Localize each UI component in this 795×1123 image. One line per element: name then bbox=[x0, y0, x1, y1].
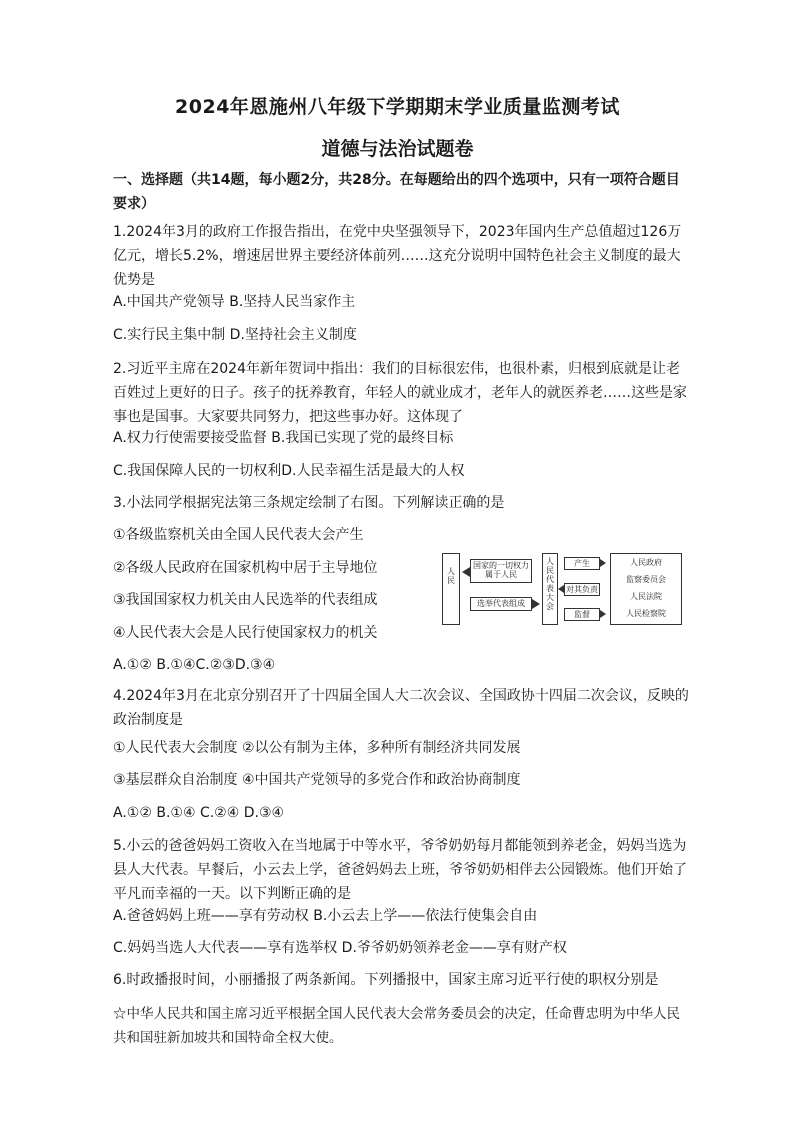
question-3-options: A.①② B.①④C.②③D.③④ bbox=[113, 657, 276, 673]
people-label: 人民 bbox=[447, 567, 455, 585]
exam-title: 2024年恩施州八年级下学期期末学业质量监测考试 bbox=[175, 96, 620, 118]
question-3-stem: 3.小法同学根据宪法第三条规定绘制了右图。下列解读正确的是 bbox=[113, 495, 505, 511]
question-2-options-ab: A.权力行使需要接受监督 B.我国已实现了党的最终目标 bbox=[113, 430, 454, 446]
bottom-arrow-label: 选举代表组成 bbox=[477, 599, 525, 608]
people-box bbox=[442, 553, 460, 625]
supervise-label: 监督 bbox=[574, 610, 590, 619]
question-4-options: A.①② B.①④ C.②④ D.③④ bbox=[113, 805, 285, 821]
question-5-stem: 5.小云的爸爸妈妈工资收入在当地属于中等水平，爷爷奶奶每月都能领到养老金，妈妈当选为县人大代表。早餐后，小云去上学，爸爸妈妈去上班，爷爷奶奶相伴去公园锻炼。他们开始了平凡而幸福的一天。以下判断正确的是 bbox=[113, 838, 687, 902]
question-1-stem: 1.2024年3月的政府工作报告指出，在党中央坚强领导下，2023年国内生产总值超过126万亿元，增长5.2%，增速居世界主要经济体前列……这充分说明中国特色社会主义制度的最大优势是 bbox=[113, 224, 682, 288]
section-heading: 一、选择题（共14题，每小题2分，共28分。在每题给出的四个选项中，只有一项符合题目要求） bbox=[113, 172, 680, 212]
right-arrow-icon bbox=[532, 599, 540, 609]
question-2-options-cd: C.我国保障人民的一切权利D.人民幸福生活是最大的人权 bbox=[113, 463, 465, 479]
question-6-news-1: ☆中华人民共和国主席习近平根据全国人民代表大会常务委员会的决定，任命曹忠明为中华人民共和国驻新加坡共和国特命全权大使。 bbox=[113, 1006, 680, 1046]
question-3-statement-4: ④人民代表大会是人民行使国家权力的机关 bbox=[113, 625, 378, 641]
constitution-diagram bbox=[442, 553, 682, 625]
question-6-stem: 6.时政播报时间，小丽播报了两条新闻。下列播报中，国家主席习近平行使的职权分别是 bbox=[113, 972, 659, 988]
question-3-statement-3: ③我国国家权力机关由人民选举的代表组成 bbox=[113, 592, 378, 608]
question-1-options-cd: C.实行民主集中制 D.坚持社会主义制度 bbox=[113, 327, 357, 343]
responsible-label: 对其负责 bbox=[566, 585, 598, 594]
question-5-options-ab: A.爸爸妈妈上班——享有劳动权 B.小云去上学——依法行使集会自由 bbox=[113, 908, 538, 924]
exam-subtitle: 道德与法治试题卷 bbox=[321, 138, 474, 160]
top-arrow-label: 国家的一切权力属于人民 bbox=[473, 561, 529, 579]
organ-supervision: 监察委员会 bbox=[626, 575, 666, 584]
responsible-arrow-icon bbox=[558, 585, 564, 593]
question-4-statements-34: ③基层群众自治制度 ④中国共产党领导的多党合作和政治协商制度 bbox=[113, 772, 521, 788]
question-4-statements-12: ①人民代表大会制度 ②以公有制为主体，多种所有制经济共同发展 bbox=[113, 740, 521, 756]
supervise-arrow-icon bbox=[600, 610, 606, 618]
left-arrow-icon bbox=[462, 567, 470, 577]
organ-government: 人民政府 bbox=[630, 558, 662, 567]
organ-procuratorate: 人民检察院 bbox=[626, 609, 666, 618]
congress-label: 人民代表大会 bbox=[546, 557, 554, 611]
question-3-statement-2: ②各级人民政府在国家机构中居于主导地位 bbox=[113, 560, 378, 576]
question-4-stem: 4.2024年3月在北京分别召开了十四届全国人大二次会议、全国政协十四届二次会议，反映的政治制度是 bbox=[113, 688, 689, 728]
question-3-statement-1: ①各级监察机关由全国人民代表大会产生 bbox=[113, 527, 364, 543]
question-2-stem: 2.习近平主席在2024年新年贺词中指出：我们的目标很宏伟，也很朴素，归根到底就是让老百姓过上更好的日子。孩子的抚养教育，年轻人的就业成才，老年人的就医养老……这些是家事也是国事。大家要共同努力，把这些事办好。这体现了 bbox=[113, 361, 687, 425]
produce-arrow-icon bbox=[600, 559, 606, 567]
question-1-options-ab: A.中国共产党领导 B.坚持人民当家作主 bbox=[113, 294, 356, 310]
question-5-options-cd: C.妈妈当选人大代表——享有选举权 D.爷爷奶奶领养老金——享有财产权 bbox=[113, 940, 567, 956]
produce-label: 产生 bbox=[574, 559, 590, 568]
organ-court: 人民法院 bbox=[630, 592, 662, 601]
